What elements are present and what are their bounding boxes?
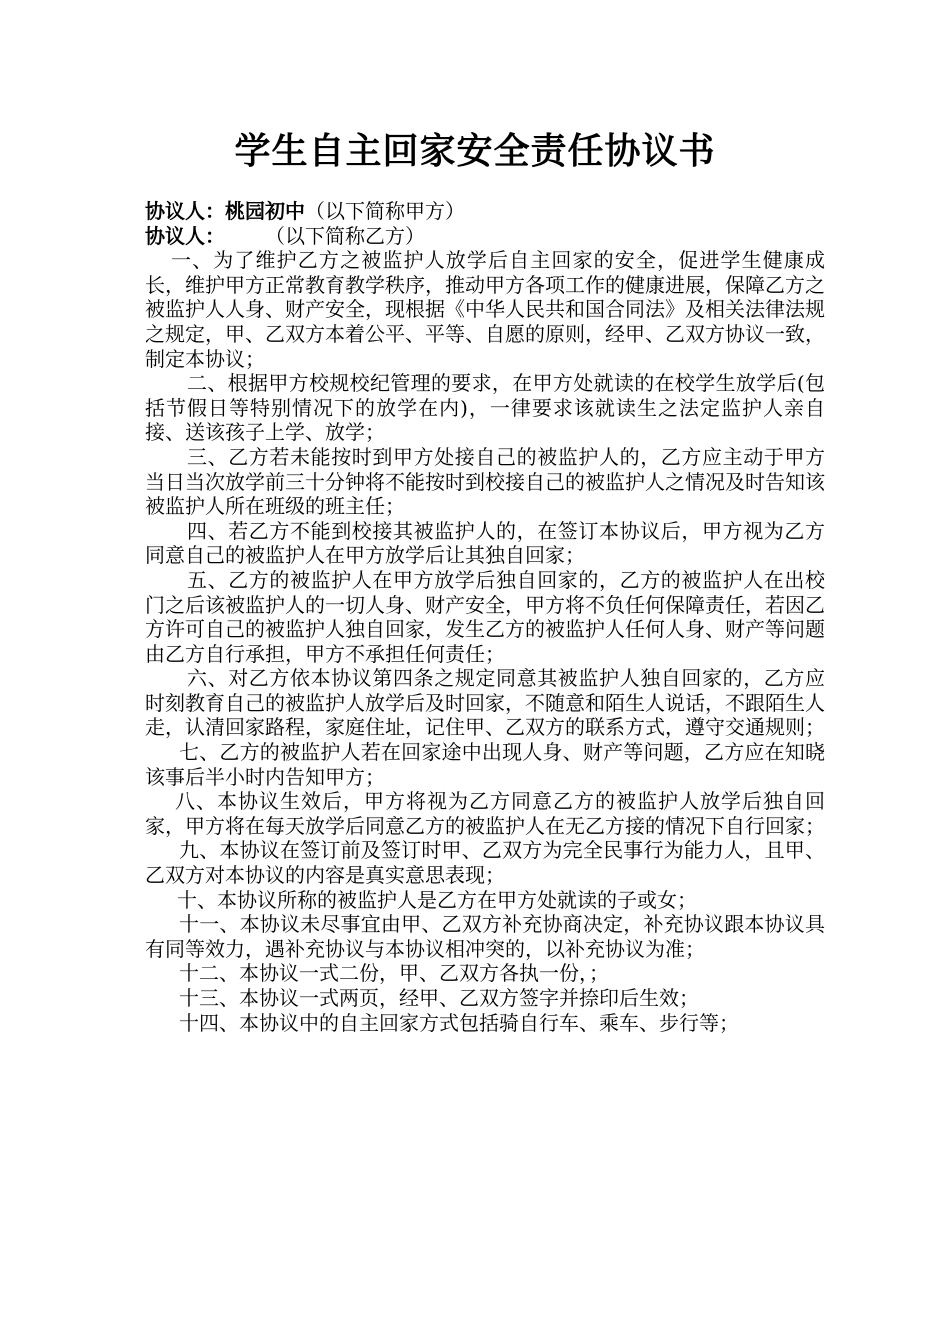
clause-13: 十三、本协议一式两页，经甲、乙双方签字并捺印后生效； — [179, 986, 699, 1010]
clause-11: 十一、本协议未尽事宜由甲、乙双方补充协商决定，补充协议跟本协议具有同等效力，遇补充协议与本协议相冲突的，以补充协议为准； — [145, 912, 825, 961]
party-a-line — [145, 199, 825, 224]
party-b-note: （以下简称乙方） — [275, 223, 425, 248]
clause-4: 四、若乙方不能到校接其被监护人的，在签订本协议后，甲方视为乙方同意自己的被监护人在甲方放学后让其独自回家； — [145, 518, 825, 568]
clause-5: 五、乙方的被监护人在甲方放学后独自回家的，乙方的被监护人在出校门之后该被监护人的一切人身、财产安全，甲方将不负任何保障责任，若因乙方许可自己的被监护人独自回家，发生乙方的被监护人任何人身、财产等问题由乙方自行承担，甲方不承担任何责任； — [145, 567, 825, 666]
party-a-label: 协议人： — [145, 199, 225, 223]
clause-1: 一、为了维护乙方之被监护人放学后自主回家的安全，促进学生健康成长，维护甲方正常教育教学秩序，推动甲方各项工作的健康进展，保障乙方之被监护人人身、财产安全，现根据《中华人民共和国合同法》及相关法律法规之规定，甲、乙双方本着公平、平等、自愿的原则，经甲、乙双方协议一致，制定本协议； — [145, 248, 825, 371]
clause-2: 二、根据甲方校规校纪管理的要求，在甲方处就读的在校学生放学后(包括节假日等特别情况下的放学在内)，一律要求该就读生之法定监护人亲自接、送该孩子上学、放学； — [145, 371, 825, 445]
party-a-note: （以下简称甲方） — [305, 199, 465, 223]
clause-3: 三、乙方若未能按时到甲方处接自己的被监护人的，乙方应主动于甲方当日当次放学前三十分钟将不能按时到校接自己的被监护人之情况及时告知该被监护人所在班级的班主任； — [145, 444, 825, 519]
clause-9: 九、本协议在签订前及签订时甲、乙双方为完全民事行为能力人，且甲、乙双方对本协议的内容是真实意思表现； — [145, 838, 825, 888]
clause-14: 十四、本协议中的自主回家方式包括骑自行车、乘车、步行等； — [179, 1010, 739, 1035]
clause-10: 十、本协议所称的被监护人是乙方在甲方处就读的子或女； — [177, 887, 697, 912]
clause-12: 十二、本协议一式二份，甲、乙双方各执一份，； — [179, 961, 609, 986]
document-body — [145, 199, 825, 1035]
clause-8: 八、本协议生效后，甲方将视为乙方同意乙方的被监护人放学后独自回家，甲方将在每天放学后同意乙方的被监护人在无乙方接的情况下自行回家； — [145, 789, 825, 838]
document-title: 学生自主回家安全责任协议书 — [234, 131, 716, 172]
clause-6: 六、对乙方依本协议第四条之规定同意其被监护人独自回家的，乙方应时刻教育自己的被监护人放学后及时回家，不随意和陌生人说话，不跟陌生人走，认清回家路程，家庭住址，记住甲、乙双方的联系方式，遵守交通规则； — [145, 666, 825, 740]
party-b-blank — [215, 224, 275, 248]
clause-7: 七、乙方的被监护人若在回家途中出现人身、财产等问题，乙方应在知晓该事后半小时内告知甲方； — [145, 740, 825, 789]
party-b-line — [145, 224, 825, 249]
party-a-name: 桃园初中 — [225, 199, 305, 223]
party-b-label: 协议人： — [145, 223, 215, 248]
